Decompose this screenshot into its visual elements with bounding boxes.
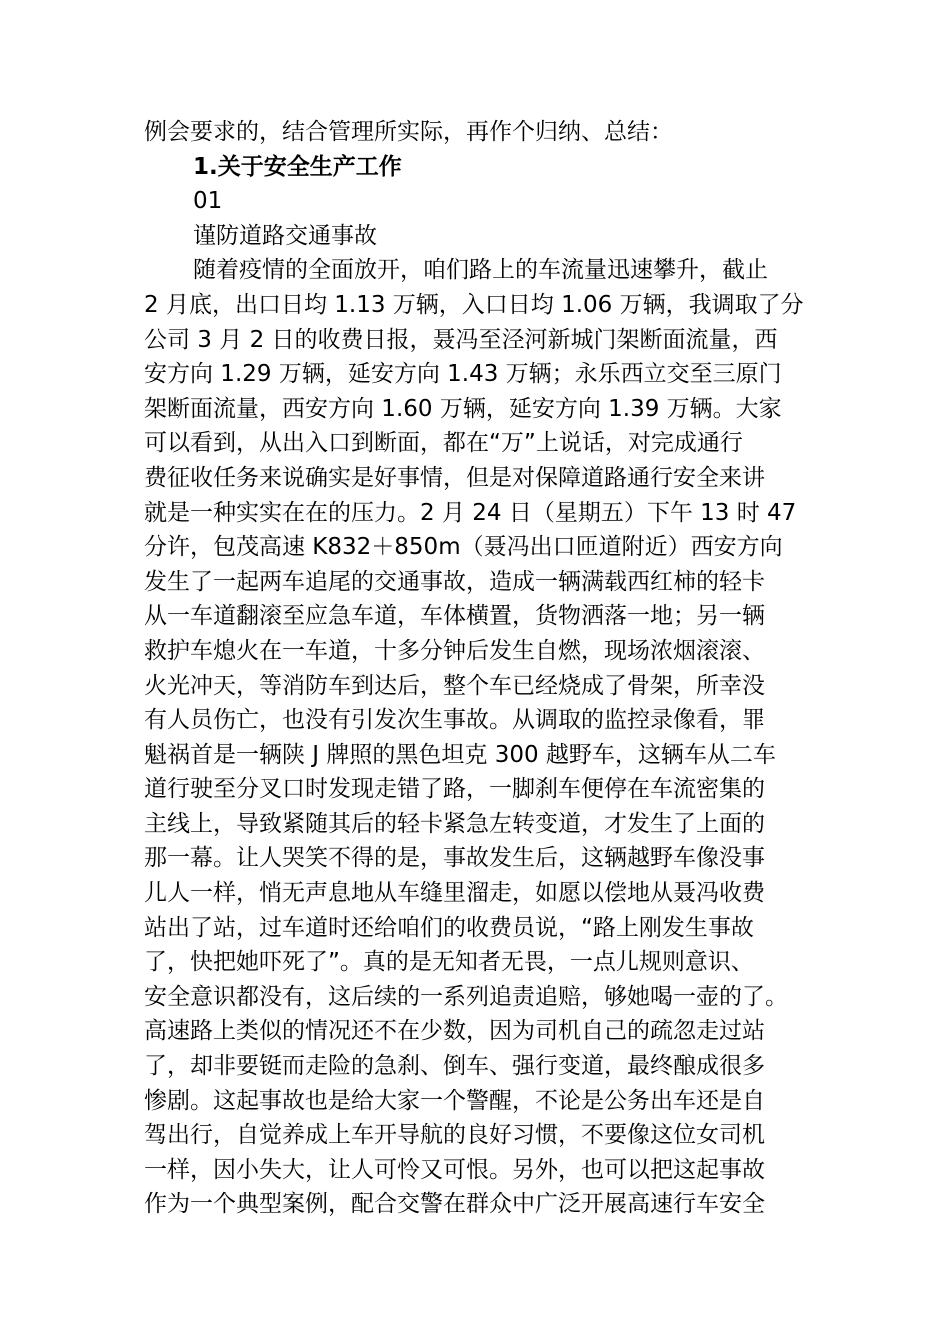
paragraph-line: 公司 3 月 2 日的收费日报，聂冯至泾河新城门架断面流量，西 xyxy=(144,326,778,353)
paragraph-line: 站出了站，过车道时还给咱们的收费员说，“路上刚发生事故 xyxy=(144,914,754,941)
paragraph-line: 费征收任务来说确实是好事情，但是对保障道路通行安全来讲 xyxy=(144,464,765,491)
document-page xyxy=(144,115,824,1222)
paragraph-line: 魁祸首是一辆陕 J 牌照的黑色坦克 300 越野车，这辆车从二车 xyxy=(144,741,776,768)
paragraph-line: 了，却非要铤而走险的急刹、倒车、强行变道，最终酿成很多 xyxy=(144,1053,765,1080)
paragraph-line: 随着疫情的全面放开，咱们路上的车流量迅速攀升，截止 xyxy=(193,257,768,284)
paragraph-line: 那一幕。让人哭笑不得的是，事故发生后，这辆越野车像没事 xyxy=(144,845,765,872)
subsection-title: 谨防道路交通事故 xyxy=(193,222,377,249)
paragraph-line: 高速路上类似的情况还不在少数，因为司机自己的疏忽走过站 xyxy=(144,1018,765,1045)
intro-line: 例会要求的，结合管理所实际，再作个归纳、总结： xyxy=(144,119,673,145)
paragraph-line: 火光冲天，等消防车到达后，整个车已经烧成了骨架，所幸没 xyxy=(144,672,765,699)
paragraph-line: 可以看到，从出入口到断面，都在“万”上说话，对完成通行 xyxy=(144,430,743,457)
paragraph-line: 就是一种实实在在的压力。2 月 24 日（星期五）下午 13 时 47 xyxy=(144,499,797,526)
section-heading: 1.关于安全生产工作 xyxy=(193,153,402,180)
paragraph-line: 有人员伤亡，也没有引发次生事故。从调取的监控录像看，罪 xyxy=(144,707,765,734)
paragraph-line: 作为一个典型案例，配合交警在群众中广泛开展高速行车安全 xyxy=(144,1191,765,1218)
paragraph-line: 发生了一起两车追尾的交通事故，造成一辆满载西红柿的轻卡 xyxy=(144,568,765,595)
paragraph-line: 驾出行，自觉养成上车开导航的良好习惯，不要像这位女司机 xyxy=(144,1122,765,1149)
paragraph-line: 2 月底，出口日均 1.13 万辆，入口日均 1.06 万辆，我调取了分 xyxy=(144,291,804,318)
paragraph-line: 一样，因小失大，让人可怜又可恨。另外，也可以把这起事故 xyxy=(144,1156,765,1183)
paragraph-line: 主线上，导致紧随其后的轻卡紧急左转变道，才发生了上面的 xyxy=(144,810,765,837)
paragraph-line: 儿人一样，悄无声息地从车缝里溜走，如愿以偿地从聂冯收费 xyxy=(144,880,765,907)
subsection-number: 01 xyxy=(193,188,223,215)
paragraph-line: 道行驶至分叉口时发现走错了路，一脚刹车便停在车流密集的 xyxy=(144,776,765,803)
body-paragraph xyxy=(144,253,824,1222)
paragraph-line: 从一车道翻滚至应急车道，车体横置，货物洒落一地；另一辆 xyxy=(144,603,765,630)
paragraph-line: 了，快把她吓死了”。真的是无知者无畏，一点儿规则意识、 xyxy=(144,949,754,976)
paragraph-line: 惨剧。这起事故也是给大家一个警醒，不论是公务出车还是自 xyxy=(144,1087,765,1114)
paragraph-line: 架断面流量，西安方向 1.60 万辆，延安方向 1.39 万辆。大家 xyxy=(144,395,782,422)
paragraph-line: 救护车熄火在一车道，十多分钟后发生自燃，现场浓烟滚滚、 xyxy=(144,637,765,664)
paragraph-line: 安全意识都没有，这后续的一系列追责追赔，够她喝一壶的了。 xyxy=(144,983,788,1010)
paragraph-line: 分许，包茂高速 K832＋850m（聂冯出口匝道附近）西安方向 xyxy=(144,534,783,561)
paragraph-line: 安方向 1.29 万辆，延安方向 1.43 万辆；永乐西立交至三原门 xyxy=(144,361,782,388)
